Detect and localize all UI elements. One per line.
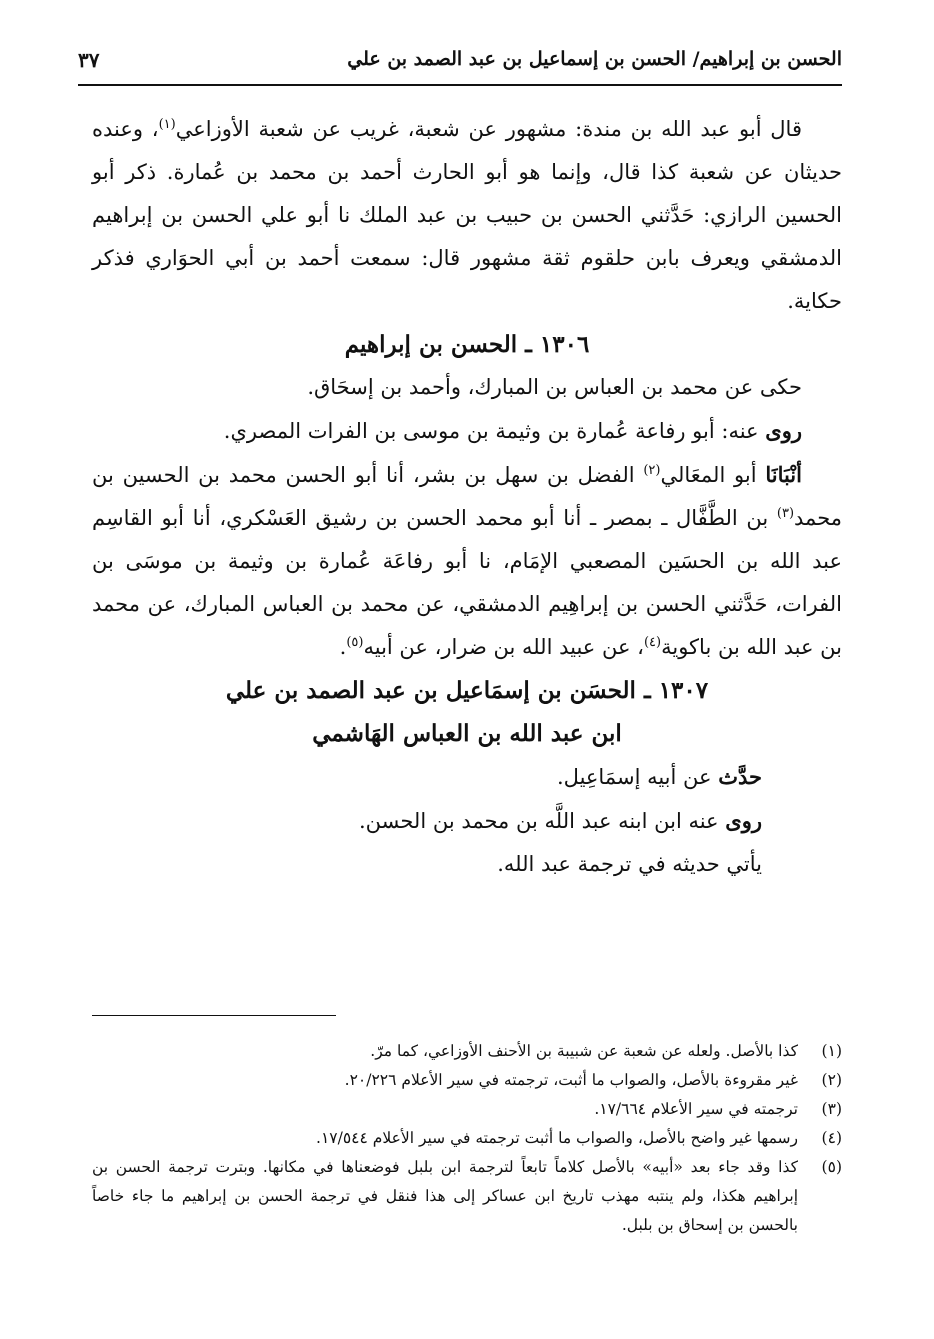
footnotes [92,1037,842,1240]
footnote-number: (٣) [821,1100,842,1118]
page-header [78,42,842,86]
page-number: ٣٧ [78,48,100,72]
entry-1306-narrators [92,409,842,453]
entry-1307-note: يأتي حديثه في ترجمة عبد الله. [497,852,762,876]
keyword-rawa-2: روى [725,808,762,833]
entry-1307-hadith-text: عن أبيه إسمَاعِيل. [556,765,719,789]
footnote-text: كذا بالأصل. ولعله عن شعبة عن شبيبة بن الأحنف الأوزاعي، كما مرّ. [370,1042,798,1060]
entry-1306-narrators-text: عنه: أبو رفاعة عُمارة بن وثيمة بن موسى بن الفرات المصري. [223,419,766,443]
footnote-number: (٤) [821,1129,842,1147]
footnote-ref-5: (٥) [346,635,364,650]
isnad-text-c: بن الطَّفَّال ـ بمصر ـ أنا أبو محمد الحسن بن رشيق العَسْكري، أنا أبو القاسِم عبد الله بن الحسَين المصعبي الإمَام، نا أبو رفاعَة عُمارة بن وثيمة بن موسَى بن الفرات، حَدَّثني الحسن بن إبراهِيم الدمشقي، عن محمد بن العباس المبارك، عن محمد بن عبد الله بن باكوية [92,506,842,659]
isnad-text-b: الفضل بن سهل بن بشر، أنا أبو الحسن محمد بن الحسين بن محمد [92,463,842,530]
footnote-ref-4: (٤) [643,635,662,650]
footnote [92,1095,842,1124]
isnad-text-d: ، عن عبيد الله بن ضرار، عن أبيه [363,635,644,659]
footnote [92,1124,842,1153]
footnote [92,1037,842,1066]
footnote-ref-2: (٢) [643,463,661,478]
entry-heading-1307: ١٣٠٧ ـ الحسَن بن إسمَاعيل بن عبد الصمد بن علي [225,677,709,704]
footnote-number: (٥) [821,1158,842,1176]
footnote-ref-1: (١) [158,117,176,132]
keyword-haddath: حدَّث [718,764,762,789]
isnad-text-e: . [339,635,347,659]
entry-heading-1307-line2: ابن عبد الله بن العباس الهَاشمي [312,720,622,747]
footnote [92,1153,842,1240]
entry-1307-narrators-text: عنه ابن ابنه عبد اللَّه بن محمد بن الحسن. [358,809,726,833]
isnad-text-a: أبو المعَالي [660,463,766,487]
entry-1307-hadith [92,755,842,799]
footnote-number: (١) [821,1042,842,1060]
footnote [92,1066,842,1095]
intro-text-rest: ، وعنده حديثان عن شعبة كذا قال، وإنما هو أبو الحارث أحمد بن محمد بن عُمارة. ذكر أبو الحسين الرازي: حَدَّثني الحسن بن حبيب بن عبد الملك نا أبو علي الحسن بن إبراهيم الدمشقي ويعرف بابن حلقوم ثقة مشهور قال: سمعت أحمد بن أبي الحوَاري فذكر حكاية. [92,117,842,313]
entry-heading-1306: ١٣٠٦ ـ الحسن بن إبراهيم [344,331,590,358]
keyword-anbana: أنْبَانَا [765,462,802,487]
footnote-text: غير مقروءة بالأصل، والصواب ما أثبت، ترجمته في سير الأعلام ٢٠/٢٢٦. [344,1071,798,1089]
intro-paragraph [92,108,842,323]
footnote-text: كذا وقد جاء بعد «أبيه» بالأصل كلاماً تابعاً لترجمة ابن بلبل فوضعناها في مكانها. وبترت ترجمة الحسن بن إبراهيم هكذا، ولم ينتبه مهذب تاريخ ابن عساكر إلى هذا فنقل في ترجمة الحسن بن إبراهيم ما جاء خاصاً بالحسن بن إسحاق بن بلبل. [92,1158,798,1234]
entry-1306-narration: حكى عن محمد بن العباس بن المبارك، وأحمد بن إسحَاق. [307,375,802,399]
footnote-text: رسمها غير واضح بالأصل، والصواب ما أثبت ترجمته في سير الأعلام ١٧/٥٤٤. [316,1129,798,1147]
keyword-rawa: روى [765,418,802,443]
footnote-ref-3: (٣) [776,506,795,521]
entry-1307-narrators [92,799,842,843]
footnote-divider [92,1015,336,1016]
main-text [92,108,842,886]
intro-text: قال أبو عبد الله بن مندة: مشهور عن شعبة، غريب عن شعبة الأوزاعي [175,117,802,141]
running-title: الحسن بن إبراهيم/ الحسن بن إسماعيل بن عبد الصمد بن علي [347,48,842,70]
entry-1306-isnad [92,453,842,669]
footnote-number: (٢) [821,1071,842,1089]
footnote-text: ترجمته في سير الأعلام ١٧/٦٦٤. [594,1100,798,1118]
